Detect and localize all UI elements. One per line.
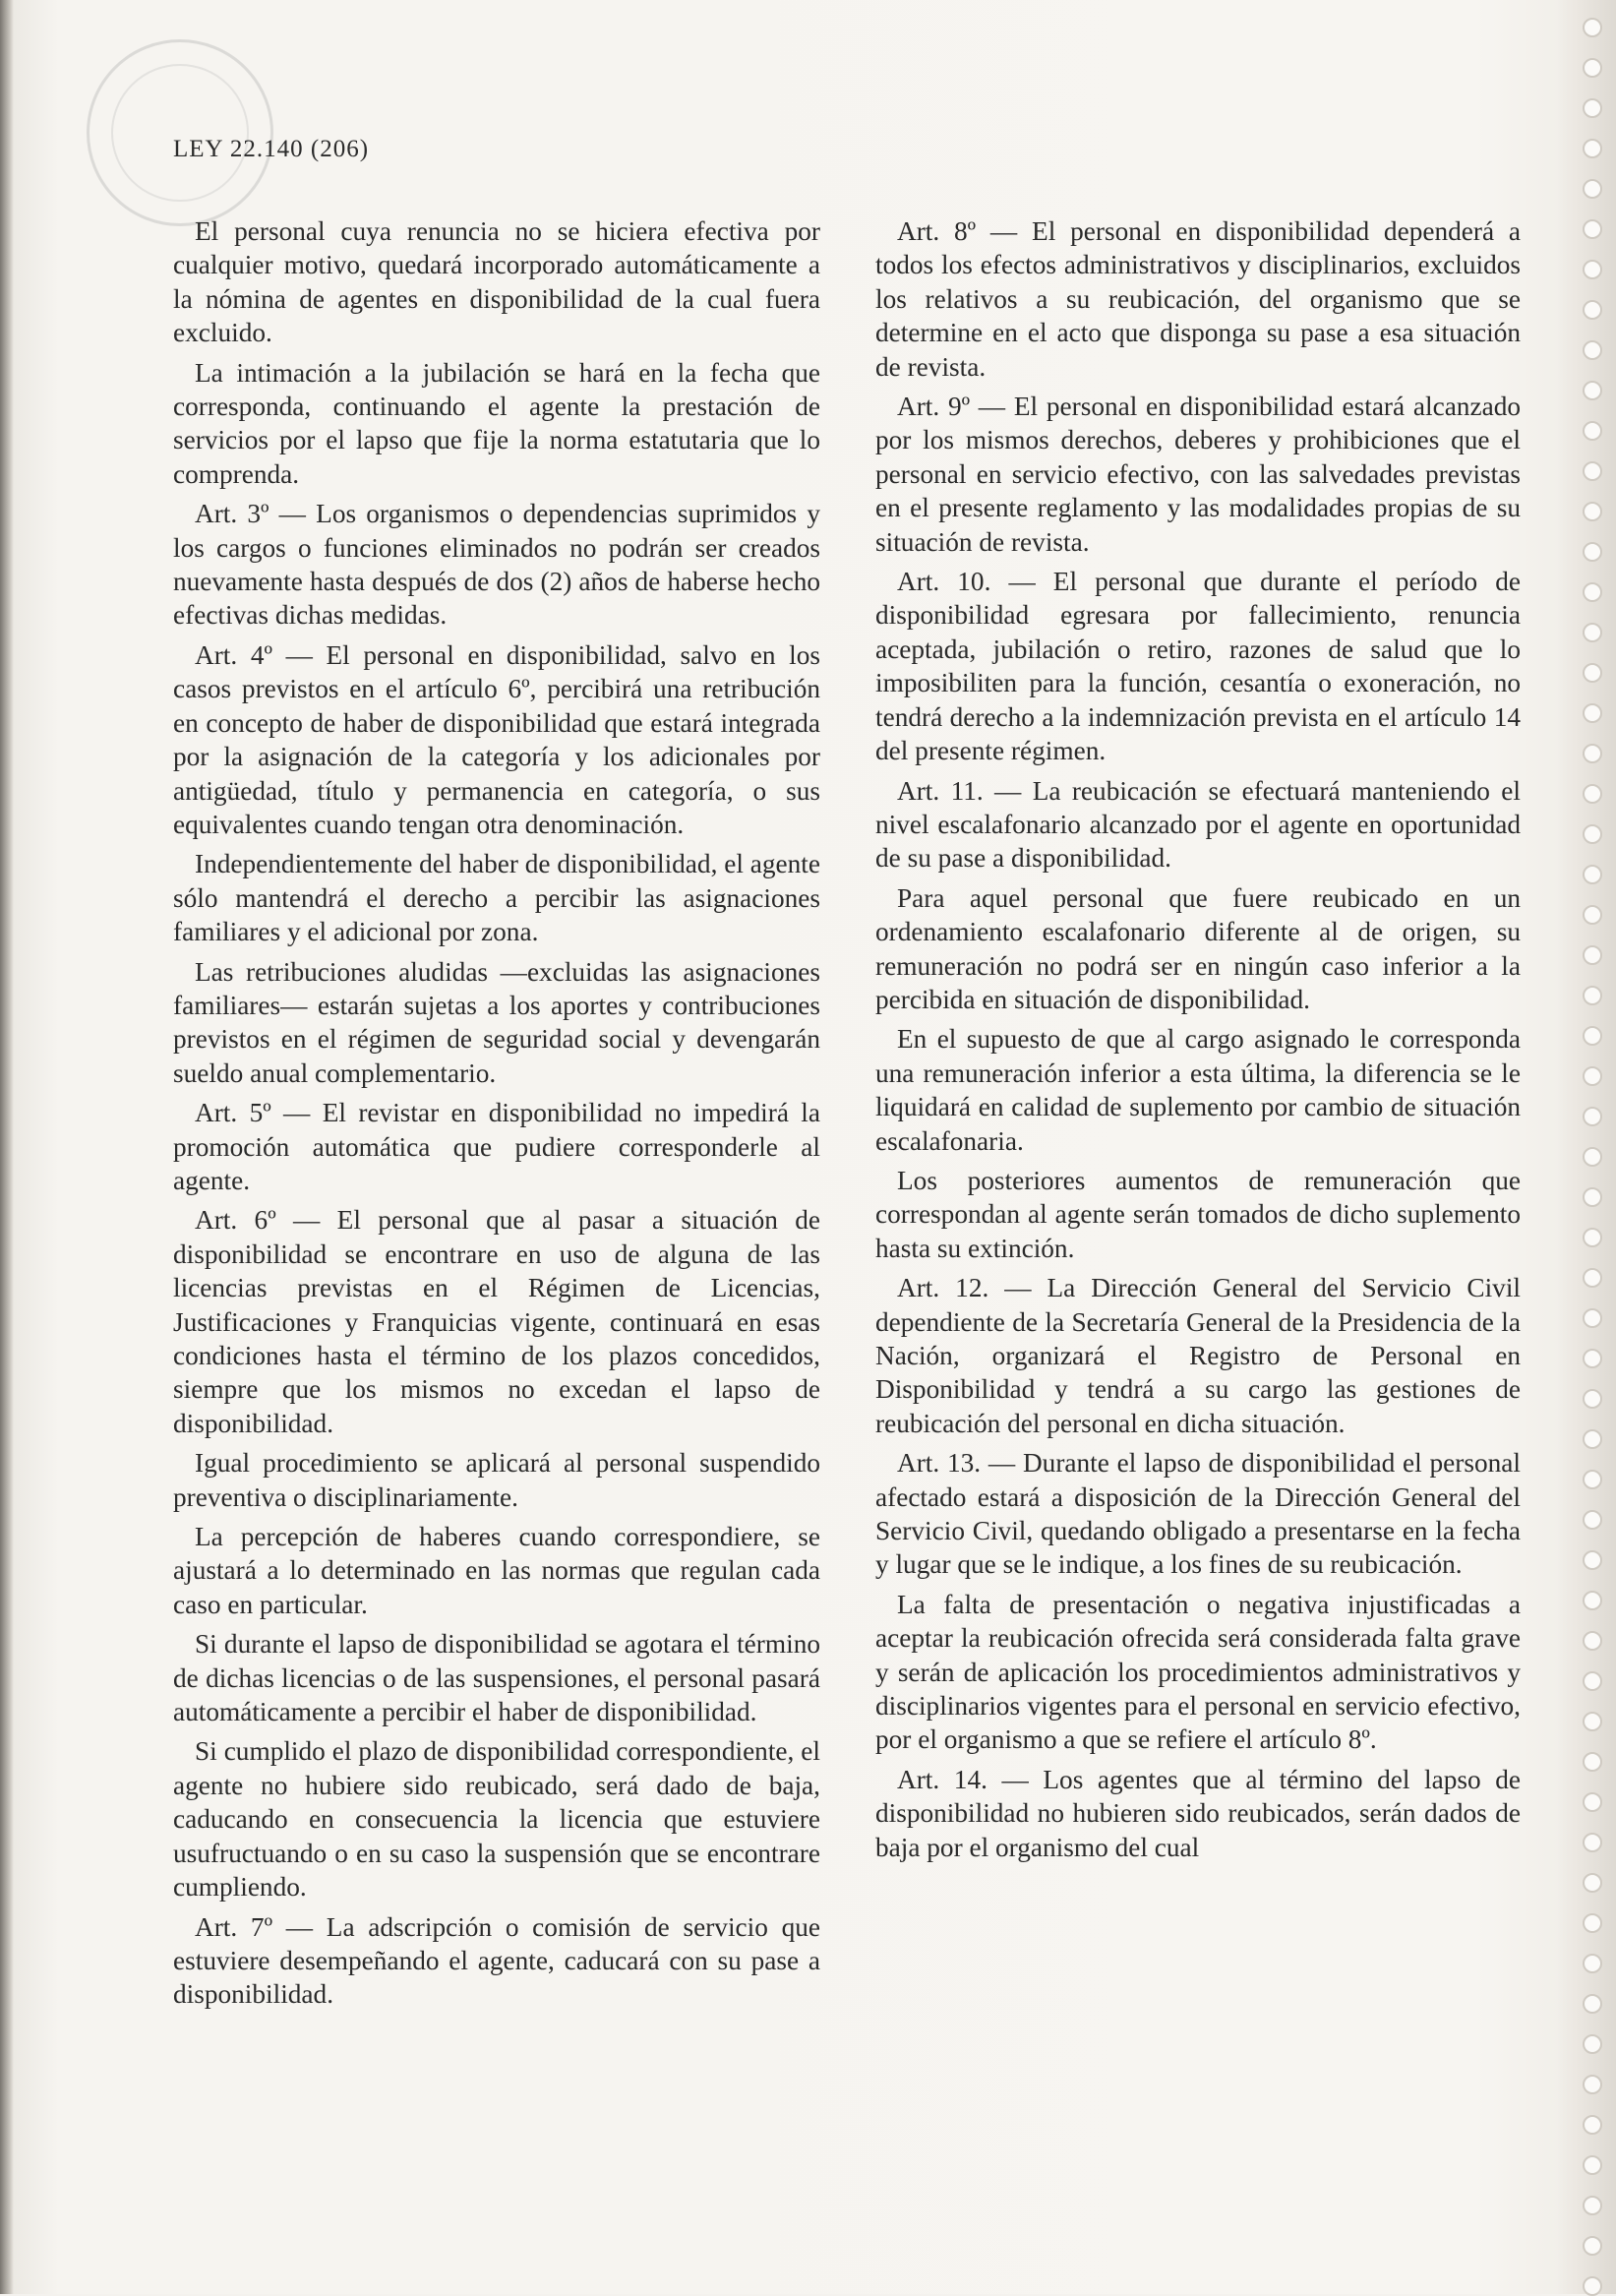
paragraph: Art. 14. — Los agentes que al término del lapso de disponibilidad no hubieren sido reubicados, serán dados de baja por el organismo del cual: [875, 1764, 1521, 1862]
binder-hole: [1583, 340, 1602, 360]
binder-hole: [1583, 663, 1602, 683]
binder-hole: [1583, 824, 1602, 844]
paragraph: La percepción de haberes cuando correspondiere, se ajustará a lo determinado en las normas que regulan cada caso en particular.: [173, 1522, 820, 1619]
binder-hole: [1583, 905, 1602, 925]
binder-hole: [1583, 179, 1602, 199]
binder-hole: [1583, 1349, 1602, 1368]
paragraph: Art. 6º — El personal que al pasar a situación de disponibilidad se encontrare en uso de alguna de las licencias previstas en el Régimen de Licencias, Justificaciones y Franquicias vigente, continuará en esas condiciones hasta el término de los plazos concedidos, siempre que los mismos no excedan el lapso de disponibilidad.: [173, 1205, 820, 1438]
binder-hole: [1583, 1107, 1602, 1126]
paragraph: Art. 4º — El personal en disponibilidad, salvo en los casos previstos en el artículo 6º, percibirá una retribución en concepto de haber de disponibilidad que estará integrada por la asignación de la categoría y los adicionales por antigüedad, título y permanencia en categoría, o sus equivalentes cuando tengan otra denominación.: [173, 639, 820, 839]
paragraph: Independientemente del haber de disponibilidad, el agente sólo mantendrá el derecho a percibir las asignaciones familiares y el adicional por zona.: [173, 849, 820, 947]
paragraph: Art. 5º — El revistar en disponibilidad no impedirá la promoción automática que pudiere corresponderle al agente.: [173, 1098, 820, 1195]
binder-hole: [1583, 98, 1602, 118]
binder-hole: [1583, 1470, 1602, 1489]
binder-hole: [1583, 461, 1602, 481]
binder-hole: [1583, 1147, 1602, 1167]
binder-hole: [1583, 1994, 1602, 2014]
paragraph: Art. 10. — El personal que durante el período de disponibilidad egresara por fallecimiento, renuncia aceptada, jubilación o retiro, razones de salud que lo imposibiliten para la función, cesantía o exoneración, no tendrá derecho a la indemnización prevista en el artículo 14 del presente régimen.: [875, 567, 1521, 766]
binder-hole: [1583, 1026, 1602, 1046]
binder-hole: [1583, 1752, 1602, 1772]
binder-hole: [1583, 1228, 1602, 1247]
binder-hole: [1583, 2155, 1602, 2175]
binder-hole: [1583, 1591, 1602, 1610]
binder-hole: [1583, 744, 1602, 763]
left-column: [173, 214, 820, 2018]
binder-hole: [1583, 703, 1602, 723]
binder-hole: [1583, 18, 1602, 37]
binder-hole: [1583, 1792, 1602, 1812]
binder-hole: [1583, 1873, 1602, 1893]
binder-hole: [1583, 381, 1602, 400]
binder-hole: [1583, 58, 1602, 78]
paragraph: Si cumplido el plazo de disponibilidad correspondiente, el agente no hubiere sido reubicado, será dado de baja, caducando en consecuencia la licencia que estuviere usufructuando o en su caso la suspensión que se encontrare cumpliendo.: [173, 1736, 820, 1903]
binder-hole: [1583, 945, 1602, 965]
binder-hole: [1583, 219, 1602, 239]
binder-hole: [1583, 1429, 1602, 1449]
binder-hole: [1583, 139, 1602, 158]
binder-hole: [1583, 2075, 1602, 2094]
binder-hole: [1583, 1268, 1602, 1288]
binder-hole: [1583, 1389, 1602, 1409]
library-stamp: [87, 39, 273, 226]
binder-hole: [1583, 1671, 1602, 1691]
binder-hole: [1583, 2196, 1602, 2215]
binder-hole: [1583, 421, 1602, 441]
binder-hole: [1583, 2276, 1602, 2296]
binder-hole: [1583, 1833, 1602, 1852]
binder-hole: [1583, 542, 1602, 562]
binder-hole: [1583, 865, 1602, 884]
binder-hole: [1583, 1510, 1602, 1530]
binder-hole: [1583, 1550, 1602, 1570]
paragraph: Igual procedimiento se aplicará al personal suspendido preventiva o disciplinariamente.: [173, 1448, 820, 1512]
paragraph: La intimación a la jubilación se hará en la fecha que corresponda, continuando el agente la prestación de servicios por el lapso que fije la norma estatutaria que lo comprenda.: [173, 357, 820, 489]
paragraph: El personal cuya renuncia no se hiciera efectiva por cualquier motivo, quedará incorporado automáticamente a la nómina de agentes en disponibilidad de la cual fuera excluido.: [173, 216, 820, 348]
binder-hole: [1583, 502, 1602, 521]
binder-hole: [1583, 1631, 1602, 1651]
paragraph: Los posteriores aumentos de remuneración que correspondan al agente serán tomados de dicho suplemento hasta su extinción.: [875, 1165, 1521, 1263]
binder-hole: [1583, 260, 1602, 279]
binder-hole: [1583, 1954, 1602, 1973]
binder-edge: [1557, 0, 1616, 2294]
binder-hole: [1583, 582, 1602, 602]
binder-hole: [1583, 623, 1602, 642]
paragraph: La falta de presentación o negativa injustificadas a aceptar la reubicación ofrecida será considerada falta grave y serán de aplicación los procedimientos administrativos y disciplinarios vigentes para el personal en servicio efectivo, por el organismo a que se refiere el artículo 8º.: [875, 1589, 1521, 1755]
paragraph: En el supuesto de que al cargo asignado le corresponda una remuneración inferior a esta última, la diferencia se le liquidará en calidad de suplemento por cambio de situación escalafonaria.: [875, 1024, 1521, 1156]
right-column: [875, 214, 1521, 1870]
paragraph: Art. 3º — Los organismos o dependencias suprimidos y los cargos o funciones eliminados no podrán ser creados nuevamente hasta después de dos (2) años de haberse hecho efectivas dichas medidas.: [173, 499, 820, 631]
binder-hole: [1583, 2034, 1602, 2054]
binder-hole: [1583, 784, 1602, 804]
binder-hole: [1583, 2236, 1602, 2256]
binder-hole: [1583, 1712, 1602, 1731]
paragraph: Art. 13. — Durante el lapso de disponibilidad el personal afectado estará a disposición de la Dirección General del Servicio Civil, quedando obligado a presentarse en la fecha y lugar que se le indique, a los fines de su reubicación.: [875, 1448, 1521, 1580]
binder-hole: [1583, 300, 1602, 320]
binder-hole: [1583, 1187, 1602, 1207]
binder-hole: [1583, 1308, 1602, 1328]
binder-hole: [1583, 986, 1602, 1005]
binder-hole: [1583, 1913, 1602, 1933]
paragraph: Art. 12. — La Dirección General del Servicio Civil dependiente de la Secretaría General de la Presidencia de la Nación, organizará el Registro de Personal en Disponibilidad y tendrá a su cargo las gestiones de reubicación del personal en dicha situación.: [875, 1273, 1521, 1438]
paragraph: Art. 7º — La adscripción o comisión de servicio que estuviere desempeñando el agente, caducará con su pase a disponibilidad.: [173, 1911, 820, 2010]
page-header: LEY 22.140 (206): [173, 136, 370, 162]
paragraph: Si durante el lapso de disponibilidad se agotara el término de dichas licencias o de las suspensiones, el personal pasará automáticamente a percibir el haber de disponibilidad.: [173, 1629, 820, 1727]
paragraph: Para aquel personal que fuere reubicado en un ordenamiento escalafonario diferente al de origen, su remuneración no podrá ser en ningún caso inferior a la percibida en situación de disponibilidad.: [875, 882, 1521, 1014]
binder-hole: [1583, 2115, 1602, 2135]
paragraph: Las retribuciones aludidas —excluidas las asignaciones familiares— estarán sujetas a los aportes y contribuciones previstos en el régimen de seguridad social y devengarán sueldo anual complementario.: [173, 956, 820, 1088]
paragraph: Art. 9º — El personal en disponibilidad estará alcanzado por los mismos derechos, deberes y prohibiciones que el personal en servicio efectivo, con las salvedades previstas en el presente reglamento y las modalidades propias de su situación de revista.: [875, 392, 1521, 557]
paragraph: Art. 11. — La reubicación se efectuará manteniendo el nivel escalafonario alcanzado por el agente en oportunidad de su pase a disponibilidad.: [875, 775, 1521, 874]
page-edge-shadow: [0, 0, 14, 2294]
paragraph: Art. 8º — El personal en disponibilidad dependerá a todos los efectos administrativos y disciplinarios, excluidos los relativos a su reubicación, del organismo que se determine en el acto que disponga su pase a esa situación de revista.: [875, 216, 1521, 382]
binder-hole: [1583, 1066, 1602, 1086]
